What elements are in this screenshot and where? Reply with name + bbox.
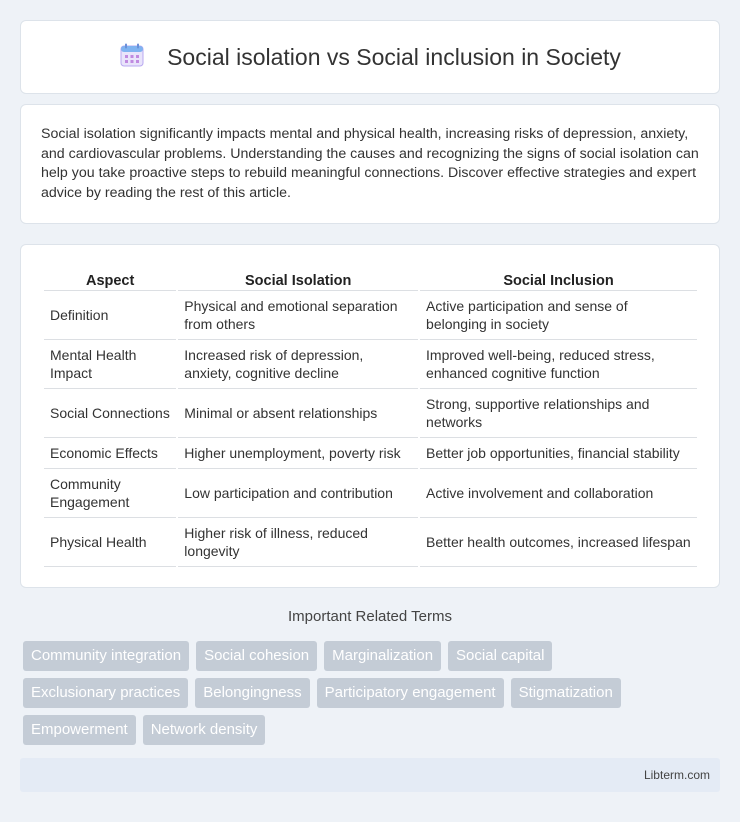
tag[interactable]: Empowerment: [23, 715, 136, 745]
table-cell: Physical Health: [44, 518, 176, 567]
table-cell: Social Connections: [44, 389, 176, 438]
calendar-icon: [119, 42, 145, 73]
tag[interactable]: Participatory engagement: [317, 678, 504, 708]
tag[interactable]: Community integration: [23, 641, 189, 671]
tag[interactable]: Exclusionary practices: [23, 678, 188, 708]
table-header-row: [44, 265, 697, 291]
tag[interactable]: Social cohesion: [196, 641, 317, 671]
table-row: [44, 438, 697, 469]
related-terms-list: [23, 641, 723, 745]
column-header: Social Isolation: [178, 265, 418, 291]
table-row: [44, 469, 697, 518]
table-cell: Minimal or absent relationships: [178, 389, 418, 438]
table-cell: Increased risk of depression, anxiety, cognitive decline: [178, 340, 418, 389]
tag[interactable]: Network density: [143, 715, 266, 745]
tag[interactable]: Marginalization: [324, 641, 441, 671]
tag[interactable]: Social capital: [448, 641, 552, 671]
table-cell: Physical and emotional separation from others: [178, 291, 418, 340]
table-cell: Community Engagement: [44, 469, 176, 518]
table-cell: Better health outcomes, increased lifespan: [420, 518, 697, 567]
table-row: [44, 291, 697, 340]
table-cell: Active involvement and collaboration: [420, 469, 697, 518]
related-terms-title: Important Related Terms: [288, 608, 452, 625]
tag[interactable]: Stigmatization: [511, 678, 621, 708]
column-header: Social Inclusion: [420, 265, 697, 291]
comparison-card: [20, 244, 720, 588]
comparison-table: [42, 265, 699, 567]
table-row: [44, 518, 697, 567]
footer: [20, 758, 720, 792]
table-cell: Strong, supportive relationships and networks: [420, 389, 697, 438]
table-cell: Economic Effects: [44, 438, 176, 469]
table-cell: Active participation and sense of belonging in society: [420, 291, 697, 340]
page-title: Social isolation vs Social inclusion in Society: [167, 43, 621, 70]
table-cell: Improved well-being, reduced stress, enhanced cognitive function: [420, 340, 697, 389]
table-cell: Better job opportunities, financial stability: [420, 438, 697, 469]
table-cell: Mental Health Impact: [44, 340, 176, 389]
table-cell: Definition: [44, 291, 176, 340]
table-cell: Higher risk of illness, reduced longevity: [178, 518, 418, 567]
table-row: [44, 389, 697, 438]
table-cell: Higher unemployment, poverty risk: [178, 438, 418, 469]
intro-paragraph: Social isolation significantly impacts mental and physical health, increasing risks of depression, anxiety, and cardiovascular problems. Understanding the causes and recognizing the signs of social isolation can help you take proactive steps to rebuild meaningful connections. Discover effective strategies and expert advice by reading the rest of this article.: [41, 126, 699, 201]
tag[interactable]: Belongingness: [195, 678, 309, 708]
header-card: [20, 20, 720, 94]
footer-link[interactable]: Libterm.com: [643, 768, 710, 782]
column-header: Aspect: [44, 265, 176, 291]
table-row: [44, 340, 697, 389]
intro-card: [20, 104, 720, 224]
table-cell: Low participation and contribution: [178, 469, 418, 518]
